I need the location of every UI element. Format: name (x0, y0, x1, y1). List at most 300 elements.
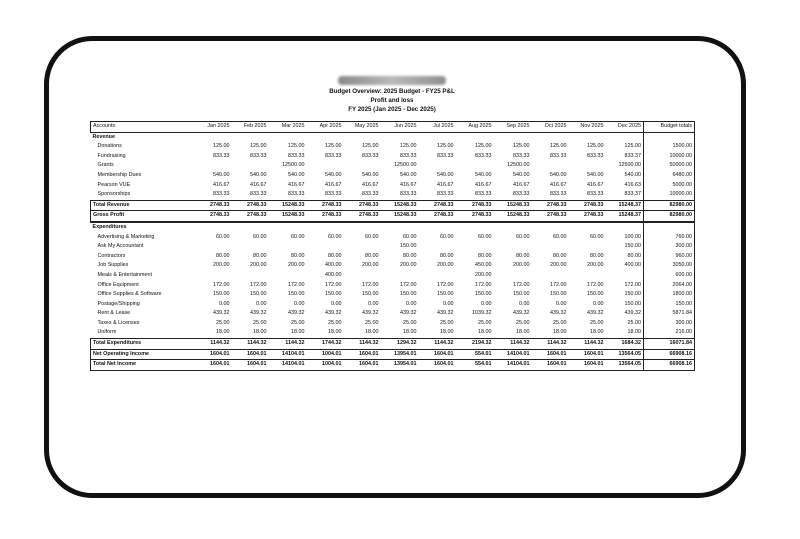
amount-cell: 172.00 (362, 281, 379, 288)
amount-cell: 540.00 (250, 171, 267, 178)
amount-cell: 18.00 (291, 329, 305, 336)
amount-cell: 14104.01 (494, 349, 532, 360)
account-label: Total Expenditures (91, 339, 195, 350)
amount-cell: 200.00 (475, 271, 492, 278)
amount-cell: 439.32 (250, 310, 267, 317)
amount-cell (456, 161, 494, 171)
amount-cell (532, 132, 569, 142)
total-row (91, 200, 695, 211)
amount-cell: 1684.32 (606, 339, 644, 350)
amount-cell: 150.00 (587, 291, 604, 298)
table-row (91, 319, 695, 329)
amount-cell: 833.33 (587, 191, 604, 198)
amount-cell: 12500.00 (394, 162, 417, 169)
amount-cell: 1004.01 (307, 349, 344, 360)
amount-cell: 833.33 (475, 152, 492, 159)
amount-cell: 1604.01 (419, 360, 456, 371)
amount-cell: 150.00 (400, 291, 417, 298)
amount-cell: 25.00 (440, 319, 454, 326)
account-label: Rent & Lease (97, 310, 131, 317)
amount-cell: 1604.01 (532, 360, 569, 371)
amount-cell (569, 242, 606, 252)
amount-cell: 150.00 (513, 291, 530, 298)
amount-cell (307, 242, 344, 252)
amount-cell: 2194.32 (456, 339, 494, 350)
amount-cell: 1604.01 (419, 349, 456, 360)
amount-cell: 2748.33 (232, 200, 269, 211)
amount-cell: 60.00 (478, 233, 492, 240)
amount-cell: 1604.01 (569, 360, 606, 371)
amount-cell: 439.32 (400, 310, 417, 317)
budget-total-cell: 600.00 (644, 271, 695, 281)
report-header (90, 76, 694, 114)
amount-cell: 80.00 (253, 252, 267, 259)
amount-cell: 12500.00 (282, 162, 305, 169)
amount-cell: 150.00 (550, 291, 567, 298)
account-label: Sponsorships (97, 191, 131, 198)
amount-cell: 416.67 (400, 181, 417, 188)
table-row (91, 252, 695, 262)
amount-cell: 18.00 (328, 329, 342, 336)
account-label: Membership Dues (97, 171, 142, 178)
report-period: FY 2025 (Jan 2025 - Dec 2025) (348, 106, 436, 113)
amount-cell (381, 222, 419, 233)
amount-cell: 18.00 (365, 329, 379, 336)
amount-cell: 2748.33 (344, 200, 381, 211)
amount-cell: 540.00 (587, 171, 604, 178)
amount-cell: 1604.01 (232, 349, 269, 360)
amount-cell: 2748.33 (456, 211, 494, 222)
amount-cell: 150.00 (400, 243, 417, 250)
amount-cell: 125.00 (400, 143, 417, 150)
account-label: Expenditures (92, 223, 127, 230)
account-label: Taxes & Licenses (97, 319, 140, 326)
amount-cell: 833.33 (550, 152, 567, 159)
amount-cell (195, 271, 232, 281)
amount-cell: 200.00 (213, 262, 230, 269)
amount-cell: 2748.33 (569, 211, 606, 222)
report-subtitle: Profit and loss (370, 97, 414, 104)
amount-cell: 80.00 (627, 252, 641, 259)
amount-cell: 439.32 (288, 310, 305, 317)
amount-cell: 60.00 (553, 233, 567, 240)
amount-cell (195, 161, 232, 171)
amount-cell: 1144.32 (232, 339, 269, 350)
amount-cell: 554.01 (456, 349, 494, 360)
budget-total-cell: 50000.00 (644, 161, 695, 171)
budget-total-cell (644, 132, 695, 142)
amount-cell: 172.00 (475, 281, 492, 288)
table-row (91, 171, 695, 181)
amount-cell: 1604.01 (569, 349, 606, 360)
amount-cell: 15248.33 (381, 211, 419, 222)
account-label: Uniform (97, 329, 117, 336)
amount-cell: 25.00 (590, 319, 604, 326)
amount-cell: 15248.33 (269, 211, 307, 222)
amount-cell: 2748.33 (532, 211, 569, 222)
amount-cell: 416.67 (475, 181, 492, 188)
amount-cell: 18.00 (516, 329, 530, 336)
amount-cell: 60.00 (216, 233, 230, 240)
amount-cell: 18.00 (478, 329, 492, 336)
amount-cell (269, 222, 307, 233)
amount-cell: 1604.01 (532, 349, 569, 360)
amount-cell: 833.37 (624, 191, 641, 198)
amount-cell: 13564.05 (606, 349, 644, 360)
amount-cell: 13954.01 (381, 360, 419, 371)
amount-cell (195, 222, 232, 233)
amount-cell (307, 132, 344, 142)
amount-cell: 416.67 (250, 181, 267, 188)
amount-cell: 833.33 (213, 152, 230, 159)
amount-cell: 15248.33 (494, 211, 532, 222)
amount-cell: 2748.33 (456, 200, 494, 211)
amount-cell (606, 222, 644, 233)
amount-cell: 833.33 (362, 191, 379, 198)
amount-cell: 80.00 (328, 252, 342, 259)
amount-cell: 1004.01 (307, 360, 344, 371)
amount-cell (307, 161, 344, 171)
amount-cell: 125.00 (288, 143, 305, 150)
account-label: Fundraising (97, 152, 126, 159)
column-header: Nov 2025 (569, 122, 606, 133)
company-name-redacted (338, 76, 446, 85)
amount-cell (456, 132, 494, 142)
amount-cell: 0.00 (256, 300, 267, 307)
column-header: Mar 2025 (269, 122, 307, 133)
amount-cell: 2748.33 (307, 211, 344, 222)
amount-cell: 400.00 (325, 262, 342, 269)
budget-total-cell: 10000.00 (644, 190, 695, 200)
amount-cell: 60.00 (516, 233, 530, 240)
table-row (91, 152, 695, 162)
amount-cell: 833.33 (587, 152, 604, 159)
amount-cell: 150.00 (288, 291, 305, 298)
amount-cell: 2748.33 (532, 200, 569, 211)
amount-cell: 833.33 (437, 152, 454, 159)
amount-cell: 125.00 (587, 143, 604, 150)
table-header (91, 122, 695, 133)
amount-cell: 0.00 (331, 300, 342, 307)
amount-cell: 540.00 (513, 171, 530, 178)
amount-cell: 2748.33 (307, 200, 344, 211)
budget-total-cell: 150.00 (644, 300, 695, 310)
amount-cell (269, 271, 307, 281)
amount-cell: 200.00 (587, 262, 604, 269)
amount-cell: 172.00 (624, 281, 641, 288)
amount-cell: 125.00 (624, 143, 641, 150)
account-label: Office Equipment (97, 281, 139, 288)
amount-cell (269, 132, 307, 142)
amount-cell (532, 242, 569, 252)
column-header: Budget totals (644, 122, 695, 133)
budget-total-cell: 216.00 (644, 328, 695, 338)
amount-cell: 833.33 (475, 191, 492, 198)
table-row (91, 261, 695, 271)
amount-cell: 60.00 (590, 233, 604, 240)
amount-cell: 14104.01 (494, 360, 532, 371)
amount-cell: 416.67 (513, 181, 530, 188)
account-label: Total Revenue (91, 200, 195, 211)
amount-cell: 416.67 (550, 181, 567, 188)
table-row (91, 181, 695, 191)
amount-cell: 25.00 (291, 319, 305, 326)
amount-cell: 540.00 (550, 171, 567, 178)
amount-cell: 416.67 (362, 181, 379, 188)
amount-cell: 200.00 (437, 262, 454, 269)
amount-cell: 540.00 (325, 171, 342, 178)
amount-cell: 15248.33 (381, 200, 419, 211)
account-label: Donations (97, 143, 122, 150)
amount-cell: 439.32 (550, 310, 567, 317)
amount-cell: 150.00 (624, 300, 641, 307)
amount-cell: 25.00 (403, 319, 417, 326)
amount-cell: 540.00 (437, 171, 454, 178)
amount-cell (195, 242, 232, 252)
amount-cell: 2748.33 (419, 200, 456, 211)
amount-cell: 60.00 (328, 233, 342, 240)
amount-cell: 15248.37 (606, 200, 644, 211)
amount-cell: 1144.32 (419, 339, 456, 350)
amount-cell: 833.33 (513, 191, 530, 198)
amount-cell (494, 242, 532, 252)
amount-cell: 400.00 (624, 262, 641, 269)
table-row (91, 190, 695, 200)
amount-cell: 150.00 (624, 291, 641, 298)
column-header: Jan 2025 (195, 122, 232, 133)
amount-cell (532, 222, 569, 233)
section-row (91, 132, 695, 142)
amount-cell (195, 132, 232, 142)
amount-cell: 125.00 (250, 143, 267, 150)
total-row (91, 339, 695, 350)
amount-cell: 18.00 (553, 329, 567, 336)
table-body (91, 132, 695, 370)
budget-total-cell: 82980.00 (644, 200, 695, 211)
amount-cell: 0.00 (368, 300, 379, 307)
amount-cell: 150.00 (475, 291, 492, 298)
amount-cell: 80.00 (291, 252, 305, 259)
budget-total-cell (644, 222, 695, 233)
amount-cell: 172.00 (288, 281, 305, 288)
amount-cell: 172.00 (437, 281, 454, 288)
amount-cell: 833.33 (288, 152, 305, 159)
amount-cell: 416.67 (587, 181, 604, 188)
amount-cell: 25.00 (365, 319, 379, 326)
amount-cell: 1039.32 (472, 310, 492, 317)
amount-cell: 18.00 (590, 329, 604, 336)
amount-cell: 833.33 (288, 191, 305, 198)
table-row (91, 328, 695, 338)
amount-cell: 833.33 (250, 152, 267, 159)
amount-cell: 60.00 (440, 233, 454, 240)
amount-cell: 15248.37 (606, 211, 644, 222)
amount-cell: 80.00 (216, 252, 230, 259)
amount-cell (232, 222, 269, 233)
amount-cell: 13954.01 (381, 349, 419, 360)
amount-cell: 60.00 (365, 233, 379, 240)
amount-cell: 540.00 (362, 171, 379, 178)
amount-cell: 25.00 (328, 319, 342, 326)
budget-total-cell: 1500.00 (644, 142, 695, 152)
amount-cell: 0.00 (406, 300, 417, 307)
amount-cell: 416.67 (437, 181, 454, 188)
amount-cell: 25.00 (216, 319, 230, 326)
amount-cell: 125.00 (550, 143, 567, 150)
amount-cell (419, 242, 456, 252)
amount-cell: 200.00 (513, 262, 530, 269)
account-label: Contractors (97, 252, 126, 259)
budget-total-cell: 82980.00 (644, 211, 695, 222)
amount-cell: 1144.32 (569, 339, 606, 350)
header-row (91, 122, 695, 133)
column-header: Aug 2025 (456, 122, 494, 133)
amount-cell: 1144.32 (344, 339, 381, 350)
amount-cell: 150.00 (250, 291, 267, 298)
amount-cell (344, 271, 381, 281)
amount-cell: 0.00 (443, 300, 454, 307)
amount-cell: 12500.00 (507, 162, 530, 169)
column-header: Dec 2025 (606, 122, 644, 133)
amount-cell: 60.00 (291, 233, 305, 240)
table-row (91, 281, 695, 291)
account-label: Postage/Shipping (97, 300, 140, 307)
amount-cell: 25.00 (478, 319, 492, 326)
amount-cell: 172.00 (325, 281, 342, 288)
amount-cell: 1604.01 (344, 360, 381, 371)
amount-cell (456, 222, 494, 233)
amount-cell: 540.00 (213, 171, 230, 178)
column-header: Sep 2025 (494, 122, 532, 133)
amount-cell: 15248.33 (269, 200, 307, 211)
amount-cell: 1144.32 (532, 339, 569, 350)
amount-cell (532, 271, 569, 281)
account-label: Ask My Accountant (97, 243, 144, 250)
section-row (91, 222, 695, 233)
budget-total-cell: 3050.00 (644, 261, 695, 271)
budget-total-cell: 300.00 (644, 242, 695, 252)
amount-cell: 1144.32 (195, 339, 232, 350)
budget-total-cell: 300.00 (644, 319, 695, 329)
amount-cell (532, 161, 569, 171)
account-label: Office Supplies & Software (97, 291, 162, 298)
budget-total-cell: 10000.00 (644, 152, 695, 162)
amount-cell: 416.67 (325, 181, 342, 188)
amount-cell (419, 222, 456, 233)
amount-cell: 2748.33 (419, 211, 456, 222)
account-label: Revenue (92, 133, 115, 140)
amount-cell: 833.33 (325, 152, 342, 159)
amount-cell: 14104.01 (269, 349, 307, 360)
report-document (90, 76, 694, 371)
account-label: Total Net Income (91, 360, 195, 371)
amount-cell: 150.00 (213, 291, 230, 298)
amount-cell: 439.32 (362, 310, 379, 317)
amount-cell (494, 222, 532, 233)
table-row (91, 290, 695, 300)
amount-cell: 200.00 (250, 262, 267, 269)
amount-cell: 0.00 (593, 300, 604, 307)
amount-cell: 1744.32 (307, 339, 344, 350)
amount-cell: 150.00 (437, 291, 454, 298)
amount-cell: 833.33 (325, 191, 342, 198)
amount-cell: 416.63 (624, 181, 641, 188)
amount-cell: 554.01 (456, 360, 494, 371)
table-row (91, 242, 695, 252)
amount-cell: 833.33 (400, 152, 417, 159)
amount-cell: 172.00 (250, 281, 267, 288)
amount-cell: 18.00 (253, 329, 267, 336)
amount-cell: 200.00 (550, 262, 567, 269)
amount-cell: 25.00 (516, 319, 530, 326)
budget-total-cell: 760.00 (644, 233, 695, 243)
amount-cell (569, 222, 606, 233)
amount-cell: 2748.33 (195, 211, 232, 222)
amount-cell: 416.67 (288, 181, 305, 188)
amount-cell: 80.00 (516, 252, 530, 259)
amount-cell: 833.33 (437, 191, 454, 198)
amount-cell: 150.00 (624, 243, 641, 250)
account-label: Meals & Entertainment (97, 271, 153, 278)
table-row (91, 233, 695, 243)
amount-cell: 80.00 (403, 252, 417, 259)
amount-cell: 833.33 (362, 152, 379, 159)
amount-cell: 0.00 (219, 300, 230, 307)
amount-cell (344, 222, 381, 233)
column-header: Oct 2025 (532, 122, 569, 133)
amount-cell (232, 242, 269, 252)
amount-cell (494, 132, 532, 142)
budget-total-cell: 6480.00 (644, 171, 695, 181)
column-header: Accounts (91, 122, 195, 133)
amount-cell (344, 132, 381, 142)
amount-cell: 1604.01 (344, 349, 381, 360)
column-header: Feb 2025 (232, 122, 269, 133)
amount-cell: 400.00 (325, 271, 342, 278)
amount-cell: 2748.33 (232, 211, 269, 222)
amount-cell: 1294.32 (381, 339, 419, 350)
amount-cell: 540.00 (288, 171, 305, 178)
amount-cell: 172.00 (550, 281, 567, 288)
amount-cell: 833.33 (513, 152, 530, 159)
amount-cell: 100.00 (624, 233, 641, 240)
amount-cell: 439.32 (437, 310, 454, 317)
account-label: Gross Profit (91, 211, 195, 222)
amount-cell: 1144.32 (494, 339, 532, 350)
amount-cell: 150.00 (362, 291, 379, 298)
amount-cell: 14104.01 (269, 360, 307, 371)
amount-cell: 18.00 (403, 329, 417, 336)
amount-cell: 439.32 (624, 310, 641, 317)
amount-cell: 200.00 (288, 262, 305, 269)
amount-cell: 125.00 (213, 143, 230, 150)
account-label: Pearson VUE (97, 181, 131, 188)
column-header: Jul 2025 (419, 122, 456, 133)
amount-cell: 833.33 (213, 191, 230, 198)
column-header: May 2025 (344, 122, 381, 133)
amount-cell (419, 271, 456, 281)
amount-cell: 833.33 (250, 191, 267, 198)
column-header: Jun 2025 (381, 122, 419, 133)
table-row (91, 271, 695, 281)
amount-cell (232, 161, 269, 171)
amount-cell: 540.00 (400, 171, 417, 178)
budget-total-cell: 66908.16 (644, 349, 695, 360)
amount-cell: 25.00 (627, 319, 641, 326)
amount-cell: 60.00 (403, 233, 417, 240)
budget-total-cell: 16071.84 (644, 339, 695, 350)
amount-cell (456, 242, 494, 252)
